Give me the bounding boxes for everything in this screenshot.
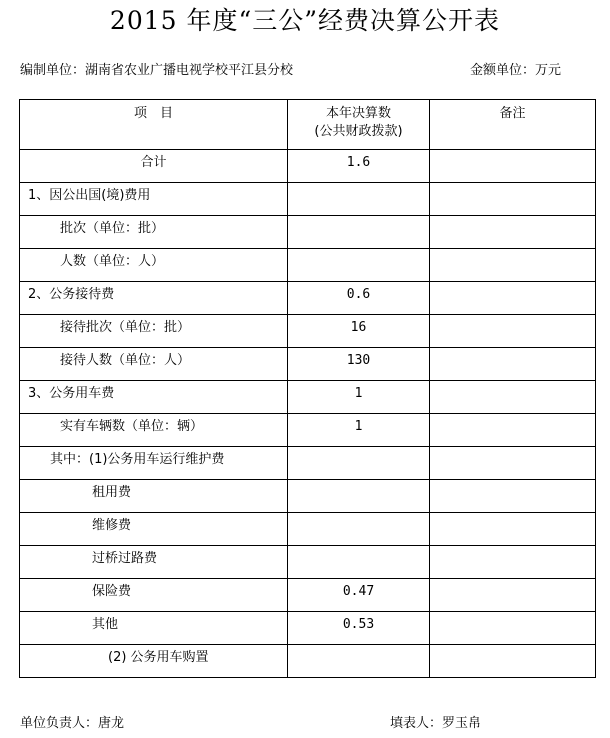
row-label: 实有车辆数（单位：辆）: [60, 419, 204, 434]
table-row: [20, 315, 596, 348]
row-note: [430, 348, 596, 381]
row-value: 16: [350, 320, 367, 335]
table-row: [20, 480, 596, 513]
row-value: [288, 447, 429, 451]
row-value: [288, 546, 429, 550]
row-value: [288, 480, 429, 484]
header-amount-line2: (公共财政拨款): [314, 124, 403, 139]
row-label: 2、公务接待费: [28, 287, 115, 302]
row-note: [430, 513, 596, 546]
row-label: 过桥过路费: [92, 551, 158, 566]
table-row: [20, 414, 596, 447]
row-value: 0.6: [346, 287, 371, 302]
row-value: [288, 183, 429, 187]
row-note: [430, 447, 596, 480]
table-row: [20, 183, 596, 216]
row-note: [430, 183, 596, 216]
row-value: 0.47: [342, 584, 375, 599]
table-row: [20, 381, 596, 414]
header-item: 项 目: [20, 100, 288, 150]
row-value: [288, 216, 429, 220]
row-note: [430, 282, 596, 315]
row-label: 其他: [92, 617, 119, 632]
row-note: [430, 150, 596, 183]
row-label: 租用费: [92, 485, 132, 500]
responsible-person: 单位负责人：唐龙: [20, 716, 125, 731]
row-label: 维修费: [92, 518, 132, 533]
row-value: 0.53: [342, 617, 375, 632]
preparer: 填表人：罗玉帛: [390, 716, 482, 731]
row-note: [430, 315, 596, 348]
amount-unit: 金额单位：万元: [470, 63, 562, 78]
row-value: [288, 249, 429, 253]
expense-table: [19, 99, 596, 678]
row-value: 130: [346, 353, 371, 368]
row-note: [430, 546, 596, 579]
row-value: 1.6: [346, 155, 371, 170]
table-row: [20, 546, 596, 579]
row-note: [430, 579, 596, 612]
page-title: 2015 年度“三公”经费决算公开表: [109, 6, 501, 35]
table-row: [20, 513, 596, 546]
row-value: [288, 645, 429, 649]
row-note: [430, 381, 596, 414]
row-label: (2) 公务用车购置: [108, 650, 209, 665]
row-value: 1: [354, 386, 363, 401]
row-label: 接待批次（单位：批）: [60, 320, 191, 335]
row-label: 批次（单位：批）: [60, 221, 165, 236]
table-row: [20, 645, 596, 678]
row-note: [430, 480, 596, 513]
row-note: [430, 645, 596, 678]
table-header-row: [20, 100, 596, 150]
header-amount-line1: 本年决算数: [325, 106, 391, 121]
table-row: [20, 612, 596, 645]
table-row: [20, 348, 596, 381]
row-note: [430, 414, 596, 447]
row-note: [430, 612, 596, 645]
table-row: [20, 216, 596, 249]
row-label: 接待人数（单位：人）: [60, 353, 191, 368]
row-label: 保险费: [92, 584, 132, 599]
row-label: 合计: [140, 155, 167, 170]
table-row: [20, 447, 596, 480]
row-label: 1、因公出国(境)费用: [28, 188, 151, 203]
row-note: [430, 216, 596, 249]
header-note: 备注: [430, 100, 596, 150]
row-value: 1: [354, 419, 363, 434]
reporting-unit: 编制单位：湖南省农业广播电视学校平江县分校: [20, 63, 294, 78]
row-value: [288, 513, 429, 517]
row-label: 人数（单位：人）: [60, 254, 165, 269]
header-amount: [288, 100, 430, 150]
row-note: [430, 249, 596, 282]
table-row: [20, 282, 596, 315]
table-row: [20, 249, 596, 282]
table-row: [20, 150, 596, 183]
table-row: [20, 579, 596, 612]
row-label: 3、公务用车费: [28, 386, 115, 401]
row-label: 其中：(1)公务用车运行维护费: [50, 452, 225, 467]
